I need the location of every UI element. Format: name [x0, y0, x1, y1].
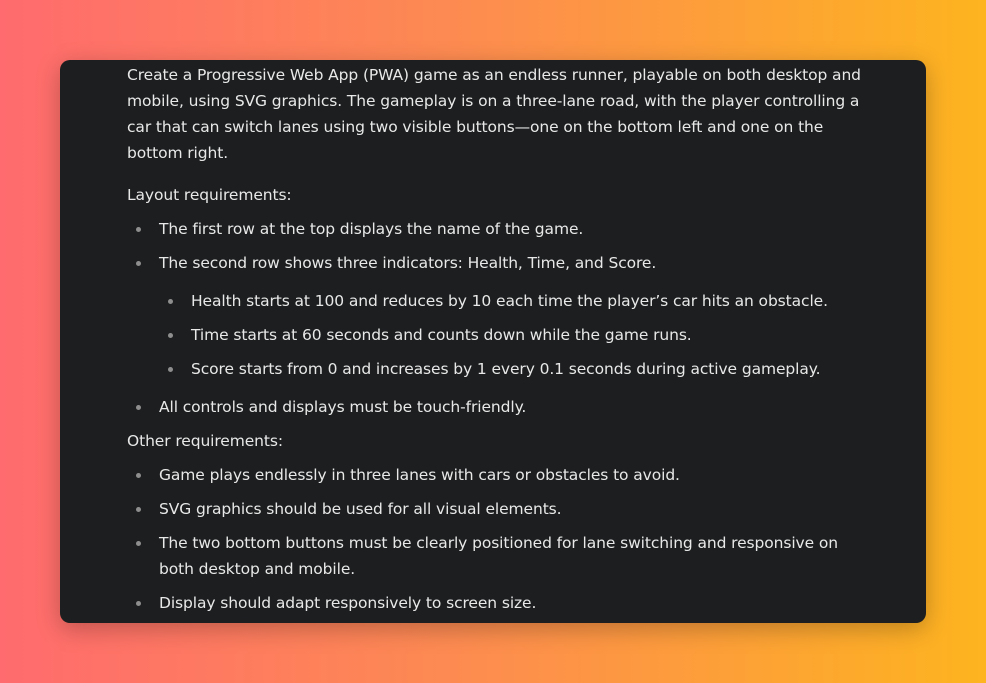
list-item-text: The two bottom buttons must be clearly positioned for lane switching and responsive on both desktop and mobile.	[159, 534, 838, 578]
bullet-icon	[168, 367, 173, 372]
bullet-icon	[168, 333, 173, 338]
message-content	[127, 62, 862, 616]
list-item-text: The first row at the top displays the name of the game.	[159, 220, 584, 238]
layout-requirements-list-continued	[127, 394, 862, 420]
other-requirements-heading: Other requirements:	[127, 432, 283, 450]
layout-requirements-heading: Layout requirements:	[127, 186, 292, 204]
list-item-text: Health starts at 100 and reduces by 10 each time the player’s car hits an obstacle.	[191, 292, 828, 310]
intro-paragraph: Create a Progressive Web App (PWA) game as an endless runner, playable on both desktop and mobile, using SVG graphics. The gameplay is on a three-lane road, with the player controlling a car that can switch lanes using two visible buttons—one on the bottom left and one on the bottom right.	[127, 66, 861, 162]
list-item-text: Game plays endlessly in three lanes with cars or obstacles to avoid.	[159, 466, 680, 484]
list-item	[127, 590, 862, 616]
bullet-icon	[136, 227, 141, 232]
bullet-icon	[136, 507, 141, 512]
bullet-icon	[136, 601, 141, 606]
bullet-icon	[136, 405, 141, 410]
list-item	[127, 322, 862, 348]
bullet-icon	[168, 299, 173, 304]
list-item	[127, 530, 862, 582]
layout-requirements-list	[127, 216, 862, 276]
list-item-text: Time starts at 60 seconds and counts down while the game runs.	[191, 326, 692, 344]
list-item-text: Display should adapt responsively to screen size.	[159, 594, 537, 612]
bullet-icon	[136, 261, 141, 266]
indicator-list	[127, 288, 862, 382]
list-item	[127, 250, 862, 276]
list-item	[127, 216, 862, 242]
list-item-text: SVG graphics should be used for all visual elements.	[159, 500, 562, 518]
bullet-icon	[136, 541, 141, 546]
message-card	[60, 60, 926, 623]
list-item	[127, 496, 862, 522]
list-item	[127, 394, 862, 420]
list-item	[127, 462, 862, 488]
bullet-icon	[136, 473, 141, 478]
list-item-text: The second row shows three indicators: Health, Time, and Score.	[159, 254, 657, 272]
list-item	[127, 356, 862, 382]
list-item	[127, 288, 862, 314]
other-requirements-list	[127, 462, 862, 616]
list-item-text: All controls and displays must be touch-friendly.	[159, 398, 527, 416]
list-item-text: Score starts from 0 and increases by 1 every 0.1 seconds during active gameplay.	[191, 360, 821, 378]
